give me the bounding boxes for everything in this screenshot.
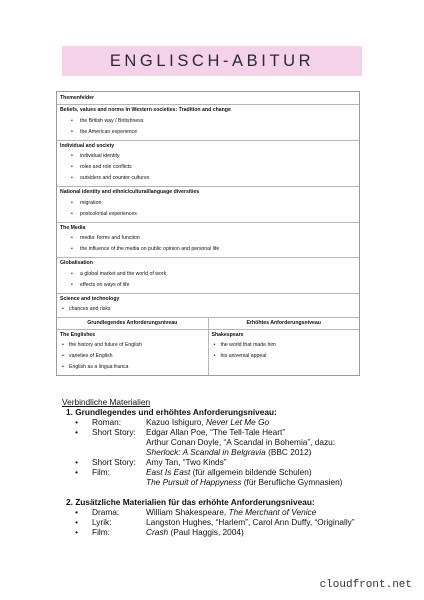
level-topic-title: Shakespeare [211,331,244,338]
material-label: Short Story: [92,427,136,437]
material-item [62,457,382,467]
material-item [62,467,382,477]
level-advanced-header: Erhöhtes Anforderungsniveau [246,320,321,326]
topic-title: National identity and ethnic/cultural/language diversities [60,189,200,195]
topic-item: • his universal appeal [212,351,357,362]
material-value: Amy Tan, “Two Kinds” [146,457,227,467]
material-label: Film: [92,527,110,537]
bullet: • [75,467,78,477]
materials-heading: Verbindliche Materialien [62,397,151,407]
topic-title: Individual and society [60,142,115,149]
topic-section [57,140,359,187]
material-value: Langston Hughes, “Harlem”, Carol Ann Duffy, “Originally” [146,517,355,527]
bullet: • [75,457,78,467]
topic-section [57,104,359,140]
level-basic-header: Grundlegendes Anforderungsniveau [57,318,209,329]
topic-item: • the history and future of English [60,340,205,351]
topic-item: • the American experience [60,127,356,138]
table-header: Themenfelder [60,95,95,101]
topic-item: • individual identity [60,151,356,162]
topic-title: Beliefs, values and norms in Western societies: Tradition and change [60,107,231,113]
watermark: cloudfront.net [319,579,412,591]
material-label: Roman: [92,417,122,427]
level-topic-title: The Englishes [60,331,96,338]
material-continuation: Arthur Conan Doyle, “A Scandal in Bohemia”, dazu: [146,437,336,447]
topic-item: • migration [60,198,356,209]
materials-section2-title: 2. Zusätzliche Materialien für das erhöhte Anforderungsniveau: [66,497,315,507]
material-label: Short Story: [92,457,136,467]
topic-section [57,186,359,222]
level-topic-row [57,329,359,376]
material-item [62,427,382,437]
level-basic-topic [57,330,209,376]
material-continuation: Sherlock: A Scandal in Belgravia (BBC 2012) [146,447,312,457]
topic-item: • effects on ways of life [60,280,356,291]
bullet: • [75,517,78,527]
topic-section [57,222,359,258]
materials-section [62,397,382,537]
topic-item: • the world that made him [212,340,357,351]
topics-table [56,91,360,376]
material-value: Crash (Paul Haggis, 2004) [146,527,244,537]
topic-item: • outsiders and counter cultures [60,173,356,184]
topic-item: • English as a lingua franca [60,362,205,373]
material-value: East Is East (für allgemein bildende Schulen) [146,467,312,477]
material-label: Film: [92,467,110,477]
material-item [62,527,382,537]
material-item [62,417,382,427]
material-value: Edgar Allan Poe, “The Tell-Tale Heart” [146,427,286,437]
topic-item: • varieties of English [60,351,205,362]
title-banner [62,46,362,76]
topic-item: • media: forms and function [60,233,356,244]
topic-item: • postcolonial experiences [60,209,356,220]
material-continuation: The Pursuit of Happyness (für Berufliche Gymnasien) [146,477,343,487]
page-title: ENGLISCH-ABITUR [109,51,315,70]
material-item [62,517,382,527]
level-advanced-topic [209,330,360,376]
topic-item: • a global market and the world of work [60,269,356,280]
topic-section [57,293,359,318]
topic-item: • the influence of the media on public opinion and personal life [60,244,356,255]
materials-section1-title: 1. Grundlegendes und erhöhtes Anforderungsniveau: [66,407,277,417]
material-value: William Shakespeare, The Merchant of Venice [146,507,317,517]
topic-item: • roles and role conflicts [60,162,356,173]
topic-title: Science and technology [60,295,120,302]
topic-item: • chances and risks [60,304,356,315]
material-label: Drama: [92,507,120,517]
bullet: • [75,527,78,537]
bullet: • [75,417,78,427]
bullet: • [75,507,78,517]
bullet: • [75,427,78,437]
topic-title: Globalisation [60,260,93,266]
material-label: Lyrik: [92,517,112,527]
topic-item: • the British way / Britishness [60,116,356,127]
material-value: Kazuo Ishiguro, Never Let Me Go [146,417,270,427]
topic-section [57,257,359,293]
level-header-row [57,317,359,329]
material-item [62,507,382,517]
topic-title: The Media [60,224,86,231]
